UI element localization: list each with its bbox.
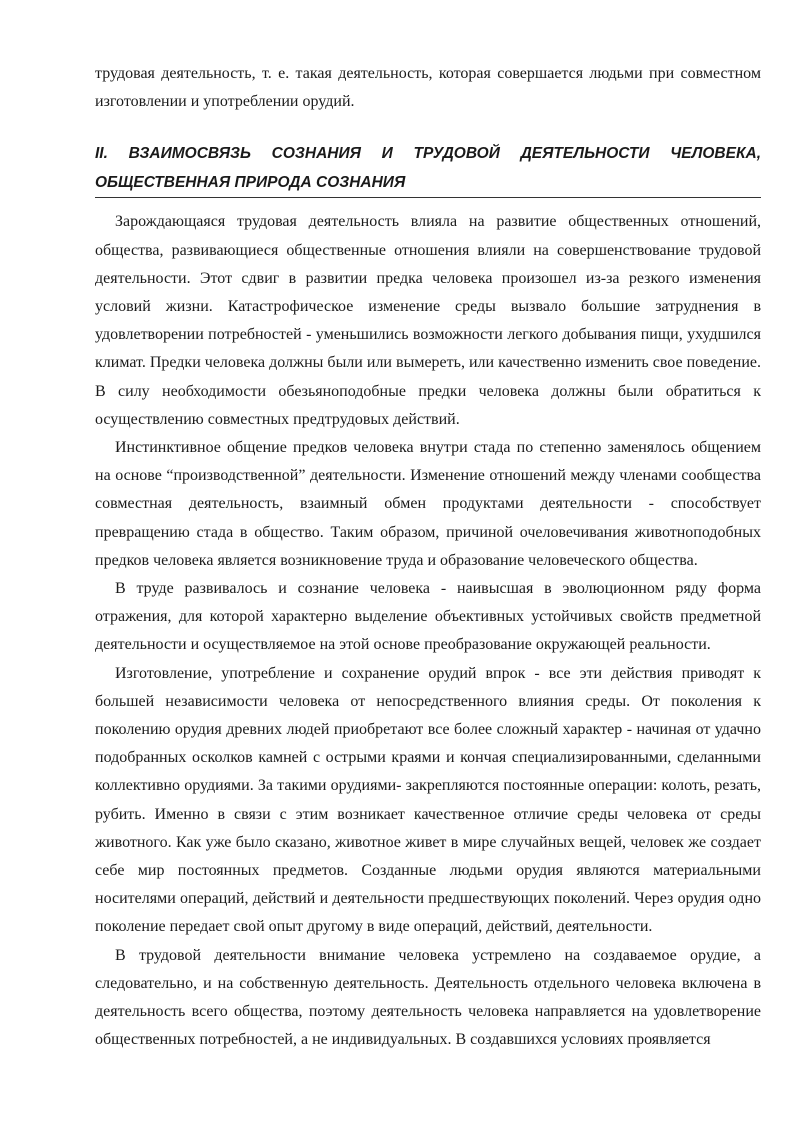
paragraph-3: В труде развивалось и сознание человека - наивысшая в эволюционном ряду форма отражения, для которой характерно выделение объективных устойчивых свойств предметной деятельности и осуществляемое на этой основе преобразование окружающей реальности. — [95, 580, 761, 654]
paragraph-4: Изготовление, употребление и сохранение орудий впрок - все эти действия приводят к большей независимости человека от непосредственного влияния среды. От поколения к поколению орудия древних людей приобретают все более сложный характер - начиная от удачно подобранных осколков камней с острыми краями и кончая специализированными, сделанными коллективно орудиями. За такими орудиями- закрепляются постоянные операции: колоть, резать, рубить. Именно в связи с этим возникает качественное отличие среды человека от среды животного. Как уже было сказано, животное живет в мире случайных вещей, человек же создает себе мир постоянных предметов. Созданные людьми орудия являются материальными носителями операций, действий и деятельности предшествующих поколений. Через орудия одно поколение передает свой опыт другому в виде операций, действий, деятельности. — [95, 664, 761, 936]
paragraph-5: В трудовой деятельности внимание человека устремлено на создаваемое орудие, а следовательно, и на собственную деятельность. Деятельность отдельного человека включена в деятельность всего общества, поэтому деятельность человека направляется на удовлетворение общественных потребностей, а не индивидуальных. В создавшихся условиях проявляется — [95, 946, 761, 1049]
intro-paragraph: трудовая деятельность, т. е. такая деятельность, которая совершается людьми при совместном изготовлении и употреблении орудий. — [95, 65, 761, 111]
paragraph-2: Инстинктивное общение предков человека внутри стада по степенно заменялось общением на основе “производственной” деятельности. Изменение отношений между членами сообщества совместная деятельность, взаимный обмен продуктами деятельности - способствует превращению стада в общество. Таким образом, причиной очеловечивания животноподобных предков человека является возникновение труда и образование человеческого общества. — [95, 439, 761, 569]
document-page — [95, 60, 761, 1055]
section-heading: II. ВЗАИМОСВЯЗЬ СОЗНАНИЯ И ТРУДОВОЙ ДЕЯТЕЛЬНОСТИ ЧЕЛОВЕКА, ОБЩЕСТВЕННАЯ ПРИРОДА СОЗНАНИЯ — [95, 140, 761, 198]
paragraph-1: Зарождающаяся трудовая деятельность влияла на развитие общественных отношений, общества, развивающиеся общественные отношения влияли на совершенствование трудовой деятельности. Этот сдвиг в развитии предка человека произошел из-за резкого изменения условий жизни. Катастрофическое изменение среды вызвало большие затруднения в удовлетворении потребностей - уменьшились возможности легкого добывания пищи, ухудшился климат. Предки человека должны были или вымереть, или качественно изменить свое поведение. В силу необходимости обезьяноподобные предки человека должны были обратиться к осуществлению совместных предтрудовых действий. — [95, 213, 761, 428]
